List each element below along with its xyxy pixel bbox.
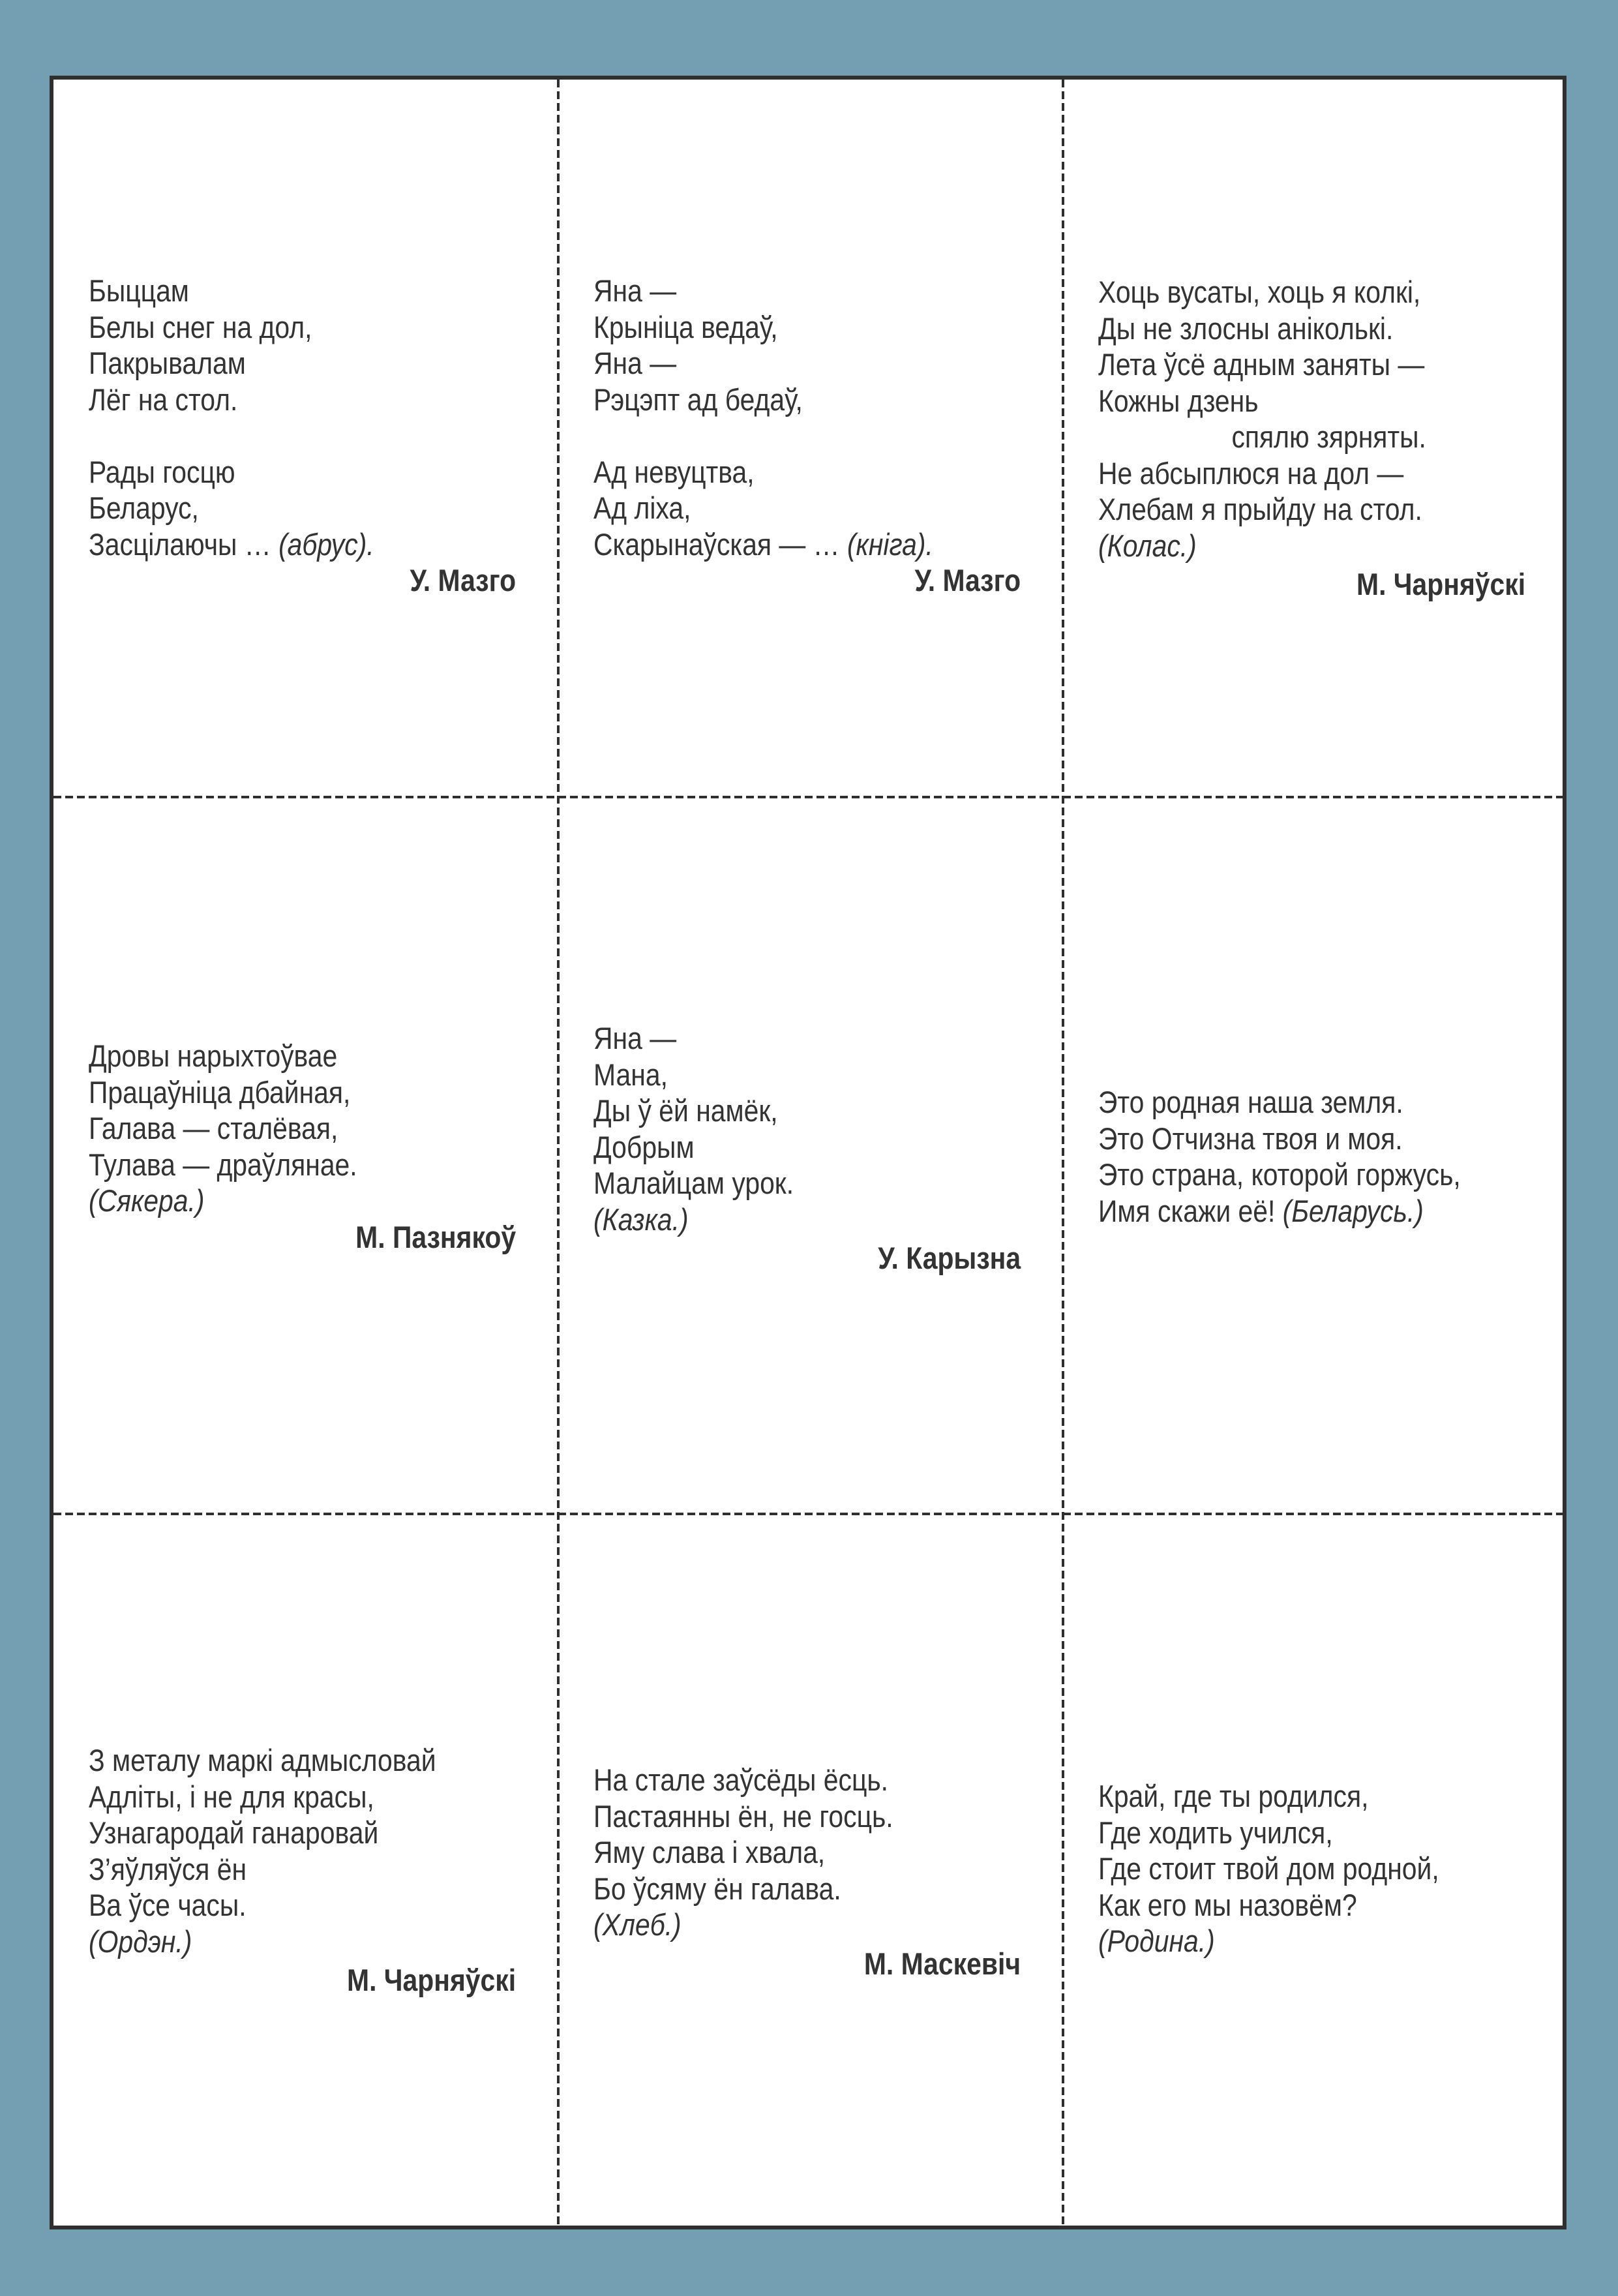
- verse-line: Хоць вусаты, хоць я колкі,: [1098, 275, 1421, 309]
- verse-text: Имя скажи её!: [1098, 1193, 1283, 1228]
- verse-line: На стале заўсёды ёсць.: [593, 1762, 889, 1797]
- verse-line: Крыніца ведаў,: [593, 309, 778, 344]
- author-name: У. Мазго: [410, 563, 517, 597]
- riddle-cell-4: [53, 797, 558, 1515]
- verse-line: Это страна, которой горжусь,: [1098, 1157, 1461, 1192]
- riddle-cell-6: [1063, 797, 1568, 1515]
- riddle-cell-1: [53, 80, 558, 797]
- riddle-answer: (кніга).: [846, 526, 933, 562]
- verse-line: З’яўляўся ён: [89, 1851, 247, 1886]
- author-name: М. Пазнякоў: [355, 1219, 517, 1254]
- verse-line: Галава — сталёвая,: [89, 1111, 338, 1145]
- riddle-answer: (Колас.): [1098, 528, 1197, 563]
- verse-line: Где ходить учился,: [1098, 1815, 1333, 1850]
- riddle-answer: (Казка.): [593, 1201, 689, 1237]
- verse-line: Пастаянны ён, не госць.: [593, 1798, 893, 1834]
- verse-line: Малайцам урок.: [593, 1166, 794, 1200]
- riddle-cell-8: [558, 1514, 1063, 2231]
- verse-text: Засцiлаючы …: [89, 526, 279, 562]
- verse-line: Тулава — драўлянае.: [89, 1147, 357, 1182]
- verse-line: Бо ўсяму ён галава.: [593, 1871, 841, 1906]
- verse-line: Яна —: [593, 273, 677, 308]
- author-name: У. Мазго: [914, 563, 1021, 597]
- verse-text: Скарынаўская — …: [593, 526, 847, 562]
- verse-line: Рэцэпт ад бедаў,: [593, 382, 803, 417]
- verse-line: Ды не злосны аніколькі.: [1098, 310, 1394, 346]
- riddle-answer: (абрус).: [278, 526, 374, 562]
- cut-line-horizontal: [53, 796, 1563, 798]
- riddle-cell-2: [558, 80, 1063, 797]
- verse-line: Пакрывалам: [89, 346, 246, 380]
- cut-line-horizontal: [53, 1513, 1563, 1515]
- verse-line: Не абсыплюся на дол —: [1098, 455, 1404, 491]
- cut-line-vertical: [1062, 80, 1064, 2226]
- cut-line-vertical: [557, 80, 560, 2226]
- author-name: М. Маскевіч: [863, 1946, 1021, 1981]
- verse-line: Ад невуцтва,: [593, 454, 755, 489]
- riddle-cell-9: [1063, 1514, 1568, 2231]
- verse-line: Где стоит твой дом родной,: [1098, 1851, 1439, 1886]
- verse-line: Беларус,: [89, 491, 199, 525]
- riddle-cell-3: [1063, 80, 1568, 797]
- verse-line: [89, 526, 516, 563]
- riddle-cell-5: [558, 797, 1063, 1515]
- verse-line: Яму слава і хвала,: [593, 1835, 826, 1869]
- verse-line: Это Отчизна твоя и моя.: [1098, 1121, 1403, 1156]
- riddle-answer: (Ордэн.): [89, 1924, 192, 1959]
- verse-line: Адліты, і не для красы,: [89, 1779, 374, 1814]
- verse-line: Кожны дзень: [1098, 383, 1259, 418]
- verse-line: Яна —: [593, 346, 677, 380]
- verse-line: спялю зярняты.: [1231, 419, 1426, 454]
- author-name: М. Чарняўскі: [1356, 567, 1526, 601]
- verse-line: [1098, 1193, 1525, 1230]
- verse-line: Быццам: [89, 273, 189, 308]
- verse-line: [593, 417, 1021, 454]
- riddle-answer: (Хлеб.): [593, 1907, 682, 1942]
- verse-line: Працаўніца дбайная,: [89, 1074, 351, 1110]
- verse-line: Белы снег на дол,: [89, 309, 312, 344]
- riddle-answer: (Родина.): [1098, 1924, 1215, 1958]
- verse-line: Край, где ты родился,: [1098, 1779, 1369, 1813]
- verse-line: Ды ў ёй намёк,: [593, 1093, 778, 1128]
- verse-line: Лета ўсё адным заняты —: [1098, 347, 1425, 382]
- riddle-answer: (Сякера.): [89, 1183, 205, 1218]
- verse-line: Ад ліха,: [593, 491, 691, 525]
- verse-line: Яна —: [593, 1021, 677, 1055]
- verse-line: Дровы нарыхтоўвае: [89, 1038, 338, 1073]
- verse-line: Лёг на стол.: [89, 382, 238, 417]
- verse-line: [89, 417, 516, 454]
- verse-line: Добрым: [593, 1129, 695, 1164]
- verse-line: Это родная наша земля.: [1098, 1085, 1403, 1119]
- verse-line: Как его мы назовём?: [1098, 1887, 1357, 1922]
- verse-line: Рады госцю: [89, 454, 235, 489]
- verse-line: З металу маркі адмысловай: [89, 1743, 436, 1777]
- author-name: М. Чарняўскі: [347, 1963, 517, 1997]
- riddle-card-sheet: [50, 76, 1566, 2229]
- verse-line: Ва ўсе часы.: [89, 1888, 247, 1922]
- verse-line: Хлебам я прыйду на стол.: [1098, 492, 1422, 526]
- verse-line: Узнагародай ганаровай: [89, 1815, 379, 1850]
- author-name: У. Карызна: [878, 1241, 1021, 1275]
- verse-line: [593, 526, 1021, 563]
- riddle-cell-7: [53, 1514, 558, 2231]
- riddle-answer: (Беларусь.): [1282, 1193, 1424, 1228]
- verse-line: Мана,: [593, 1057, 668, 1092]
